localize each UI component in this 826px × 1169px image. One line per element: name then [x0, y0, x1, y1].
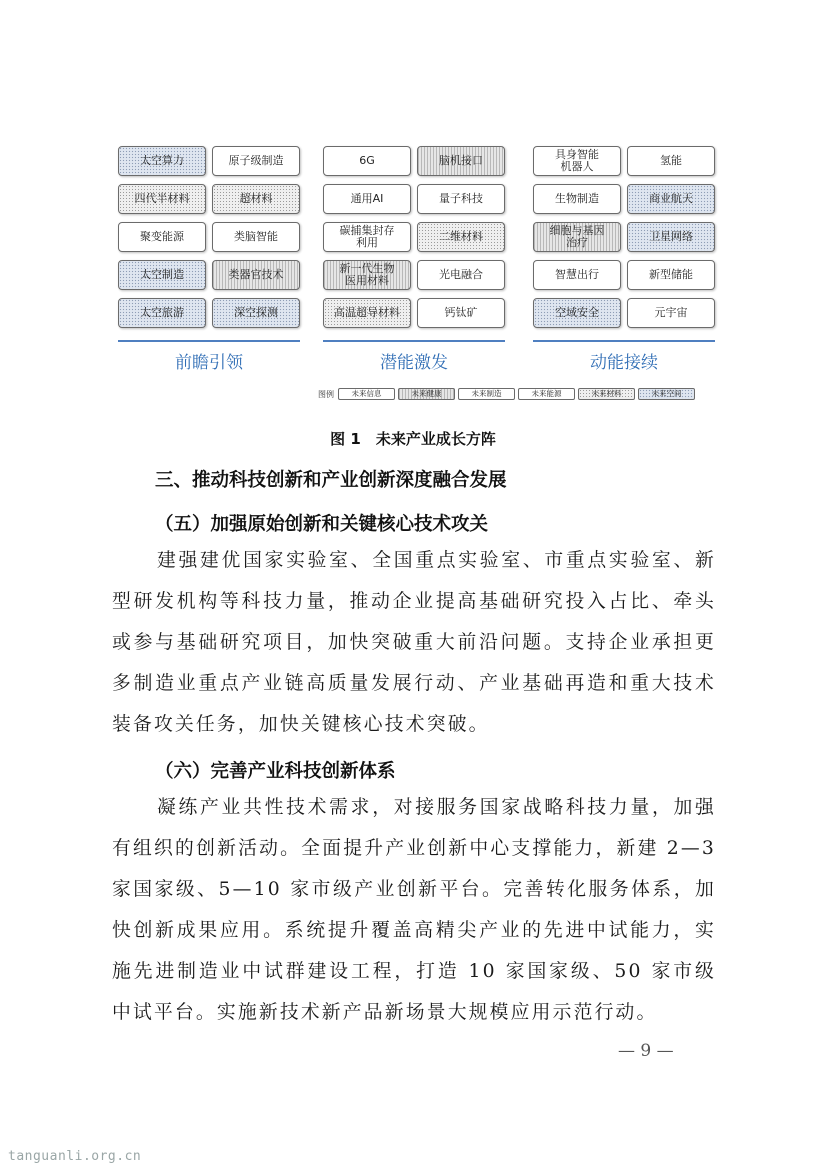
matrix-column-heading: 潜能激发: [380, 353, 448, 373]
subsection-paragraph-6: 凝练产业共性技术需求，对接服务国家战略科技力量，加强有组织的创新活动。全面提升产业创新中心支撑能力，新建 2—3 家国家级、5—10 家市级产业创新平台。完善转化服务体系，加快创新成果应用。系统提升覆盖高精尖产业的先进中试能力，实施先进制造业中试群建设工程，打造 10 家国家级、50 家市级中试平台。实施新技术新产品新场景大规模应用示范行动。: [112, 797, 716, 1023]
matrix-cell: 新型储能: [627, 260, 715, 290]
legend-item: 未来制造: [458, 388, 515, 400]
matrix-cell: 卫星网络: [627, 222, 715, 252]
subsection-heading-5: （五）加强原始创新和关键核心技术攻关: [155, 514, 489, 535]
legend-item: 未来信息: [338, 388, 395, 400]
matrix-cell: 四代半材料: [118, 184, 206, 214]
subsection-heading-6: （六）完善产业科技创新体系: [155, 761, 396, 782]
matrix-cell: 钙钛矿: [417, 298, 505, 328]
matrix-cell: 脑机接口: [417, 146, 505, 176]
matrix-cell: 生物制造: [533, 184, 621, 214]
matrix-cell: 量子科技: [417, 184, 505, 214]
watermark: tanguanli.org.cn: [8, 1149, 142, 1164]
matrix-cell: 类器官技术: [212, 260, 300, 290]
matrix-column-heading: 前瞻引领: [175, 353, 243, 373]
matrix-cell: 原子级制造: [212, 146, 300, 176]
matrix-cell: 细胞与基因 治疗: [533, 222, 621, 252]
future-industry-matrix-figure: [118, 140, 708, 410]
matrix-cell: 太空旅游: [118, 298, 206, 328]
page-number: — 9 —: [618, 1041, 674, 1061]
matrix-column-heading: 动能接续: [590, 353, 658, 373]
matrix-cell: 空域安全: [533, 298, 621, 328]
column-underline: [533, 340, 715, 342]
matrix-cell: 通用AI: [323, 184, 411, 214]
matrix-cell: 6G: [323, 146, 411, 176]
matrix-cell: 氢能: [627, 146, 715, 176]
matrix-cell: 具身智能 机器人: [533, 146, 621, 176]
matrix-cell: 碳捕集封存 利用: [323, 222, 411, 252]
legend-item: 未来材料: [578, 388, 635, 400]
matrix-cell: 光电融合: [417, 260, 505, 290]
matrix-cell: 新一代生物 医用材料: [323, 260, 411, 290]
legend-item: 未来健康: [398, 388, 455, 400]
matrix-cell: 高温超导材料: [323, 298, 411, 328]
section-heading: 三、推动科技创新和产业创新深度融合发展: [155, 470, 507, 491]
matrix-cell: 商业航天: [627, 184, 715, 214]
legend-item: 未来能源: [518, 388, 575, 400]
column-underline: [118, 340, 300, 342]
matrix-cell: 类脑智能: [212, 222, 300, 252]
matrix-cell: 智慧出行: [533, 260, 621, 290]
figure-legend: [318, 387, 698, 401]
matrix-cell: 聚变能源: [118, 222, 206, 252]
legend-title: 图例: [318, 389, 334, 399]
figure-caption: 图 1 未来产业成长方阵: [330, 430, 496, 448]
matrix-cell: 超材料: [212, 184, 300, 214]
legend-item: 未来空间: [638, 388, 695, 400]
matrix-cell: 元宇宙: [627, 298, 715, 328]
matrix-cell: 二维材料: [417, 222, 505, 252]
subsection-paragraph-5: 建强建优国家实验室、全国重点实验室、市重点实验室、新型研发机构等科技力量，推动企业提高基础研究投入占比、牵头或参与基础研究项目，加快突破重大前沿问题。支持企业承担更多制造业重点产业链高质量发展行动、产业基础再造和重大技术装备攻关任务，加快关键核心技术突破。: [112, 550, 716, 735]
matrix-cell: 太空制造: [118, 260, 206, 290]
column-underline: [323, 340, 505, 342]
matrix-cell: 太空算力: [118, 146, 206, 176]
matrix-cell: 深空探测: [212, 298, 300, 328]
